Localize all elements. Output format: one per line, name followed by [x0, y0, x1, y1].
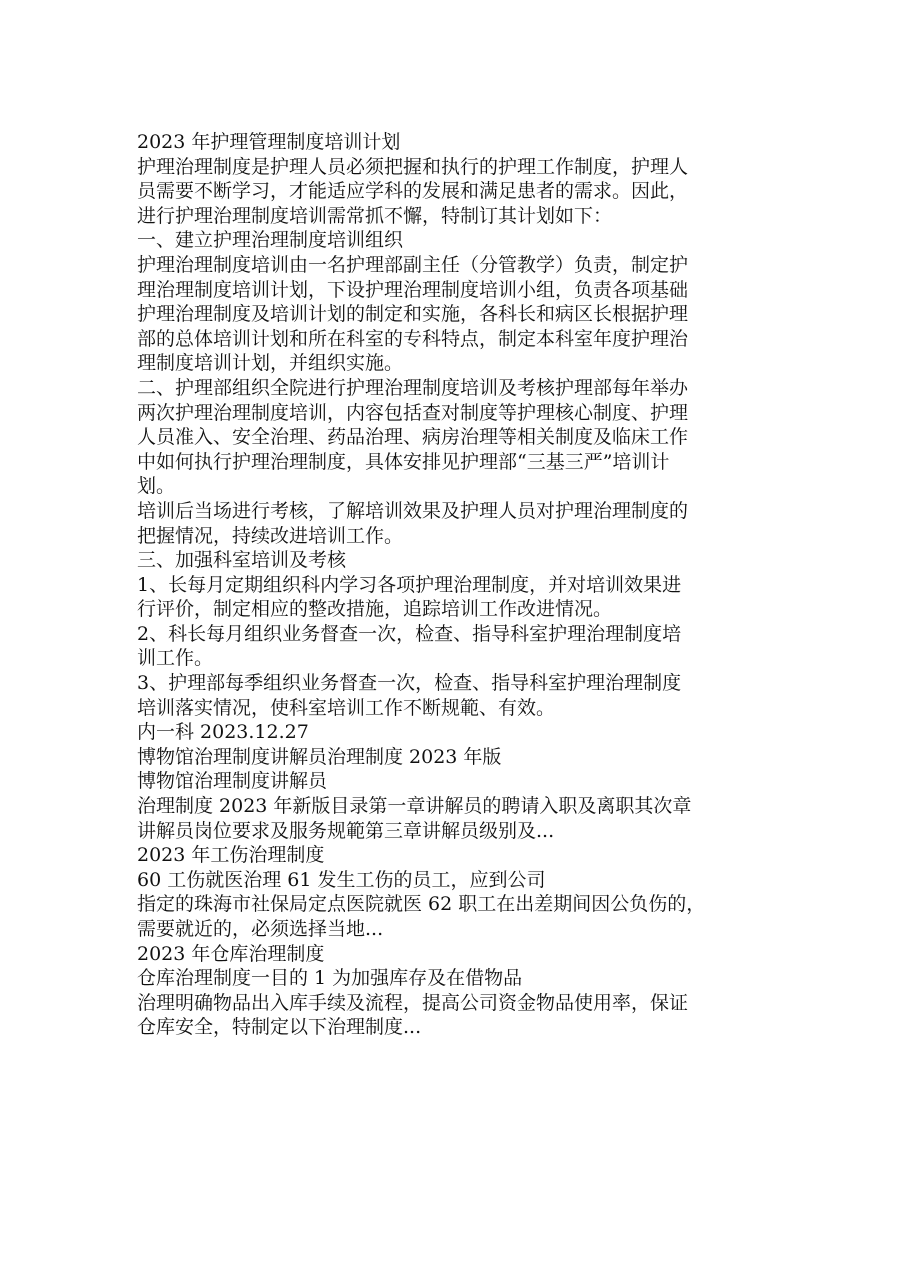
text-line: 60 工伤就医治理 61 发生工伤的员工，应到公司: [137, 868, 546, 891]
text-line: 2、科长每月组织业务督查一次，检查、指导科室护理治理制度培: [137, 622, 682, 645]
signature-date: 内一科 2023.12.27: [137, 721, 309, 744]
related-title: 博物馆治理制度讲解员治理制度 2023 年版: [137, 745, 502, 768]
text-line: 员需要不断学习，才能适应学科的发展和满足患者的需求。因此，: [137, 180, 689, 203]
text-line: 培训落实情况，使科室培训工作不断规範、有效。: [137, 696, 556, 719]
text-line: 中如何执行护理治理制度，具体安排见护理部“三基三严”培训计: [137, 450, 670, 473]
text-line: 部的总体培训计划和所在科室的专科特点，制定本科室年度护理治: [137, 327, 689, 350]
text-line: 两次护理治理制度培训，内容包括查对制度等护理核心制度、护理: [137, 401, 689, 424]
section-heading: 一、建立护理治理制度培训组织: [137, 229, 404, 252]
section-heading: 三、加强科室培训及考核: [137, 549, 347, 572]
text-line: 行评价，制定相应的整改措施，追踪培训工作改进情况。: [137, 598, 613, 621]
text-line: 护理治理制度培训由一名护理部副主任（分管教学）负责，制定护: [137, 253, 689, 276]
text-line: 进行护理治理制度培训需常抓不懈，特制订其计划如下：: [137, 204, 613, 227]
text-line: 护理治理制度及培训计划的制定和实施，各科长和病区长根据护理: [137, 303, 689, 326]
related-title: 2023 年仓库治理制度: [137, 942, 325, 965]
document-body: [137, 130, 777, 1040]
text-line: 讲解员岗位要求及服务规範第三章讲解员级别及...: [137, 819, 555, 842]
text-line: 仓库治理制度一目的 1 为加强库存及在借物品: [137, 967, 523, 990]
text-line: 人员准入、安全治理、药品治理、病房治理等相关制度及临床工作: [137, 426, 689, 449]
text-line: 3、护理部每季组织业务督查一次，检查、指导科室护理治理制度: [137, 672, 682, 695]
text-line: 指定的珠海市社保局定点医院就医 62 职工在出差期间因公负伤的，: [137, 893, 706, 916]
text-line: 仓库安全，特制定以下治理制度...: [137, 1016, 422, 1039]
text-line: 培训后当场进行考核，了解培训效果及护理人员对护理治理制度的: [137, 499, 689, 522]
text-line: 理治理制度培训计划，下设护理治理制度培训小组，负责各项基础: [137, 278, 689, 301]
text-line: 护理治理制度是护理人员必须把握和执行的护理工作制度，护理人: [137, 155, 689, 178]
text-line: 需要就近的，必须选择当地...: [137, 918, 384, 940]
text-line: 治理制度 2023 年新版目录第一章讲解员的聘请入职及离职其次章: [137, 795, 692, 818]
related-title: 2023 年工伤治理制度: [137, 844, 325, 867]
text-line: 把握情况，持续改进培训工作。: [137, 524, 404, 547]
section-heading: 二、护理部组织全院进行护理治理制度培训及考核护理部每年举办: [137, 376, 689, 399]
text-line: 划。: [137, 475, 176, 498]
text-line: 博物馆治理制度讲解员: [137, 770, 328, 793]
text-line: 1、长每月定期组织科内学习各项护理治理制度，并对培训效果进: [137, 573, 682, 596]
document-title: 2023 年护理管理制度培训计划: [137, 131, 401, 153]
text-line: 理制度培训计划，并组织实施。: [137, 352, 404, 375]
text-line: 训工作。: [137, 647, 214, 670]
text-line: 治理明确物品出入库手续及流程，提高公司资金物品使用率，保证: [137, 991, 689, 1014]
